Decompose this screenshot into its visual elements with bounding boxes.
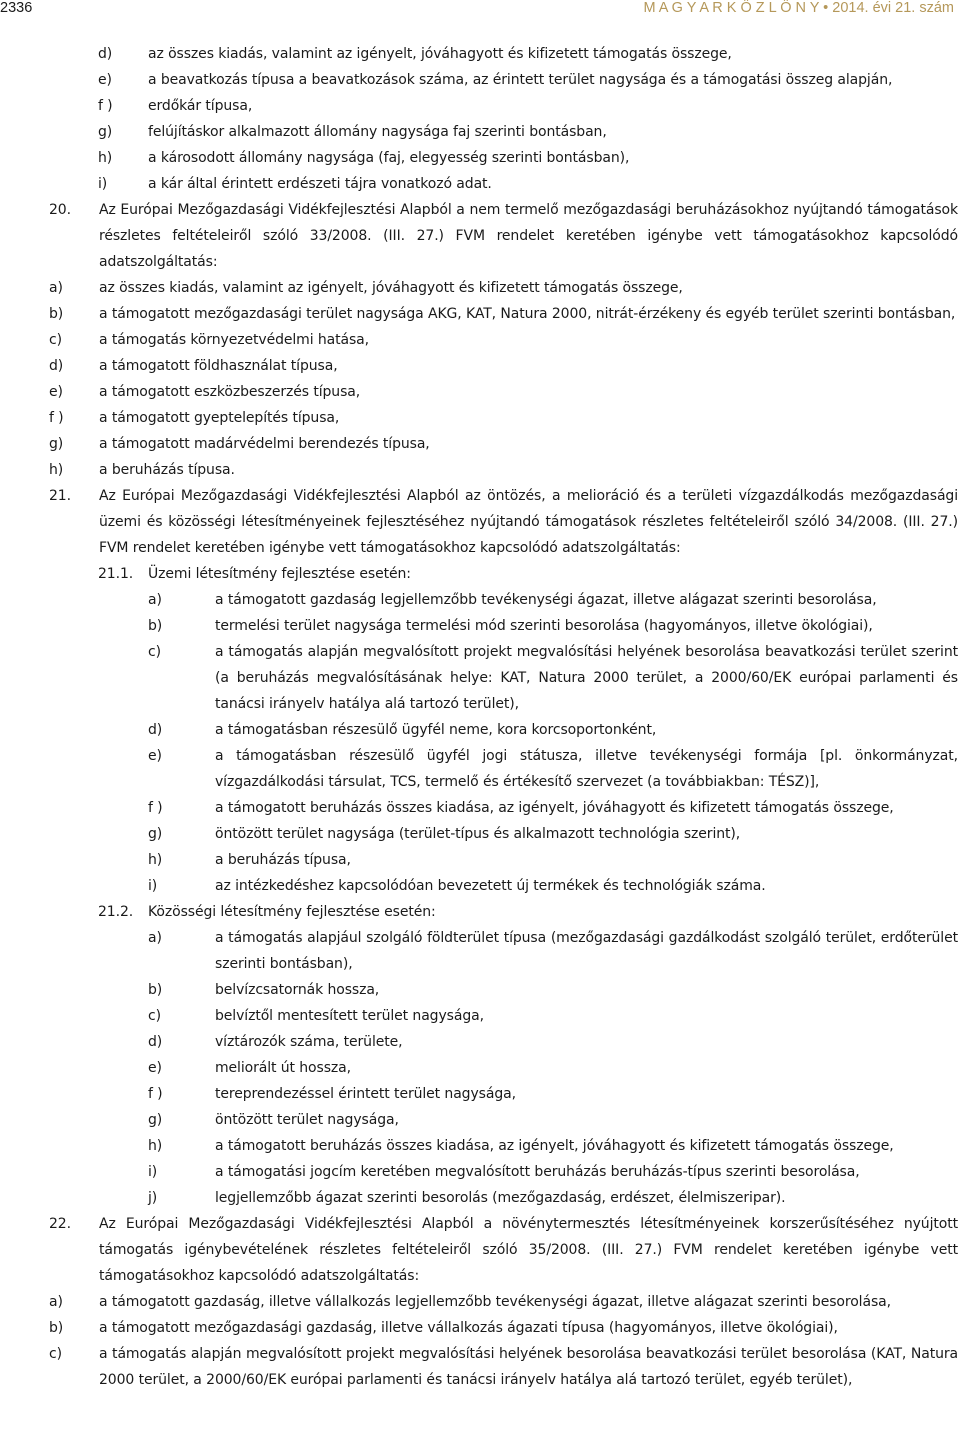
- item-text: legjellemzőbb ágazat szerinti besorolás (mezőgazdaság, erdészet, élelmiszeripar).: [215, 1190, 786, 1206]
- subsection-title: Üzemi létesítmény fejlesztése esetén:: [148, 566, 411, 582]
- section-22: [0, 1211, 960, 1393]
- item-text: a támogatott gazdaság, illetve vállalkozás legjellemzőbb tevékenységi ágazat, illetve alágazat szerinti besorolása,: [99, 1294, 891, 1310]
- item-marker: g): [148, 1112, 163, 1128]
- item-text: a támogatott beruházás összes kiadása, az igényelt, jóváhagyott és kifizetett támogatás összege,: [215, 1138, 894, 1154]
- item-marker: a): [49, 1294, 63, 1310]
- list-item: [0, 1081, 960, 1107]
- list-item: [0, 613, 960, 639]
- item-marker: c): [148, 1008, 161, 1024]
- item-marker: e): [148, 1060, 162, 1076]
- list-item: [0, 171, 960, 197]
- list-item: [0, 41, 960, 67]
- section-number: 20.: [49, 202, 71, 218]
- item-marker: h): [49, 462, 64, 478]
- list-item: [0, 145, 960, 171]
- item-text: a támogatás alapján megvalósított projekt megvalósítási helyének besorolása beavatkozási terület szerint (a beruházás megvalósításának helye: KAT, Natura 2000 terület, a 2000/60/EK európai parlamenti és tanácsi irányelv hatálya alá tartozó terület),: [215, 644, 958, 712]
- list-item: [0, 327, 960, 353]
- section-number: 22.: [49, 1216, 71, 1232]
- item-marker: h): [148, 1138, 163, 1154]
- item-marker: h): [98, 150, 113, 166]
- item-marker: c): [49, 1346, 62, 1362]
- item-marker: i): [148, 1164, 158, 1180]
- list-item: [0, 977, 960, 1003]
- list-item: [0, 873, 960, 899]
- list-item: [0, 353, 960, 379]
- item-text: felújításkor alkalmazott állomány nagysága faj szerinti bontásban,: [148, 124, 607, 140]
- list-item: [0, 1133, 960, 1159]
- list-item: [0, 925, 960, 977]
- item-text: víztározók száma, területe,: [215, 1034, 403, 1050]
- subsection-heading: [0, 899, 960, 925]
- item-marker: a): [49, 280, 63, 296]
- list-item: [0, 847, 960, 873]
- item-text: a támogatás környezetvédelmi hatása,: [99, 332, 369, 348]
- item-text: a támogatás alapján megvalósított projekt megvalósítási helyének besorolása beavatkozási terület besorolása (KAT, Natura 2000 terület, a 2000/60/EK európai parlamenti és tanácsi irányelv hatálya alá tartozó terület, egyéb terület),: [99, 1346, 958, 1388]
- item-marker: f ): [148, 800, 163, 816]
- item-marker: b): [148, 618, 163, 634]
- list-item: [0, 1003, 960, 1029]
- list-item: [0, 67, 960, 93]
- item-marker: d): [148, 1034, 163, 1050]
- section-text: Az Európai Mezőgazdasági Vidékfejlesztési Alapból az öntözés, a melioráció és a területi vízgazdálkodás mezőgazdasági üzemi és közösségi létesítményeinek fejlesztéséhez nyújtandó támogatások részletes feltételeiről szóló 34/2008. (III. 27.) FVM rendelet keretében igénybe vett támogatásokhoz kapcsolódó adatszolgáltatás:: [99, 488, 958, 556]
- item-text: a támogatott mezőgazdasági gazdaság, illetve vállalkozás ágazati típusa (hagyományos, illetve ökológiai),: [99, 1320, 838, 1336]
- list-item: [0, 1159, 960, 1185]
- list-item: [0, 1289, 960, 1315]
- list-item: [0, 275, 960, 301]
- list-item: [0, 743, 960, 795]
- list-item: [0, 405, 960, 431]
- section-paragraph: [0, 197, 960, 275]
- list-item: [0, 717, 960, 743]
- item-text: a támogatott mezőgazdasági terület nagysága AKG, KAT, Natura 2000, nitrát-érzékeny és egyéb terület szerinti bontásban,: [99, 306, 956, 322]
- item-marker: f ): [49, 410, 64, 426]
- list-item: [0, 1107, 960, 1133]
- subsection-number: 21.2.: [98, 904, 134, 920]
- item-text: a kár által érintett erdészeti tájra vonatkozó adat.: [148, 176, 492, 192]
- item-text: öntözött terület nagysága,: [215, 1112, 399, 1128]
- list-item: [0, 821, 960, 847]
- item-marker: j): [148, 1190, 158, 1206]
- list-item: [0, 1341, 960, 1393]
- item-marker: f ): [148, 1086, 163, 1102]
- item-text: termelési terület nagysága termelési mód szerinti besorolása (hagyományos, illetve ökológiai),: [215, 618, 873, 634]
- item-text: a károsodott állomány nagysága (faj, elegyesség szerinti bontásban),: [148, 150, 630, 166]
- item-marker: b): [49, 306, 64, 322]
- item-marker: a): [148, 930, 162, 946]
- item-text: belvízcsatornák hossza,: [215, 982, 380, 998]
- item-marker: b): [148, 982, 163, 998]
- item-marker: g): [49, 436, 64, 452]
- item-marker: a): [148, 592, 162, 608]
- item-marker: c): [49, 332, 62, 348]
- section-number: 21.: [49, 488, 71, 504]
- subsection-title: Közösségi létesítmény fejlesztése esetén:: [148, 904, 436, 920]
- section-text: Az Európai Mezőgazdasági Vidékfejlesztési Alapból a növénytermesztés létesítményeinek korszerűsítéséhez nyújtott támogatás igénybevételének részletes feltételeiről szóló 35/2008. (III. 27.) FVM rendelet keretében igénybe vett támogatásokhoz kapcsolódó adatszolgáltatás:: [99, 1216, 958, 1284]
- item-marker: e): [49, 384, 63, 400]
- list-item: [0, 93, 960, 119]
- item-marker: g): [98, 124, 113, 140]
- item-text: belvíztől mentesített terület nagysága,: [215, 1008, 484, 1024]
- list-item: [0, 1315, 960, 1341]
- list-item: [0, 587, 960, 613]
- item-text: meliorált út hossza,: [215, 1060, 351, 1076]
- section-paragraph: [0, 483, 960, 561]
- item-text: erdőkár típusa,: [148, 98, 253, 114]
- item-text: a támogatott eszközbeszerzés típusa,: [99, 384, 361, 400]
- item-text: a beruházás típusa.: [99, 462, 235, 478]
- item-marker: e): [98, 72, 112, 88]
- item-marker: d): [98, 46, 113, 62]
- list-item: [0, 431, 960, 457]
- list-item: [0, 639, 960, 717]
- page-number: 2336: [0, 0, 33, 16]
- list-item: [0, 301, 960, 327]
- section-paragraph: [0, 1211, 960, 1289]
- item-marker: h): [148, 852, 163, 868]
- list-item: [0, 379, 960, 405]
- item-marker: c): [148, 644, 161, 660]
- item-marker: d): [148, 722, 163, 738]
- list-item: [0, 1185, 960, 1211]
- list-item: [0, 795, 960, 821]
- item-marker: f ): [98, 98, 113, 114]
- list-item: [0, 119, 960, 145]
- item-text: az összes kiadás, valamint az igényelt, jóváhagyott és kifizetett támogatás összege,: [99, 280, 683, 296]
- item-text: az összes kiadás, valamint az igényelt, jóváhagyott és kifizetett támogatás összege,: [148, 46, 732, 62]
- item-text: a beruházás típusa,: [215, 852, 351, 868]
- list-item: [0, 1055, 960, 1081]
- section-text: Az Európai Mezőgazdasági Vidékfejlesztési Alapból a nem termelő mezőgazdasági beruházásokhoz nyújtandó támogatások részletes feltételeiről szóló 33/2008. (III. 27.) FVM rendelet keretében igénybe vett támogatásokhoz kapcsolódó adatszolgáltatás:: [99, 202, 958, 270]
- item-text: a beavatkozás típusa a beavatkozások száma, az érintett terület nagysága és a támogatási összeg alapján,: [148, 72, 893, 88]
- section-21: [0, 483, 960, 1211]
- item-marker: d): [49, 358, 64, 374]
- item-text: a támogatási jogcím keretében megvalósított beruházás beruházás-típus szerinti besorolása,: [215, 1164, 860, 1180]
- item-marker: i): [98, 176, 108, 192]
- item-text: a támogatásban részesülő ügyfél neme, kora korcsoportonként,: [215, 722, 657, 738]
- subsection-heading: [0, 561, 960, 587]
- list-item: [0, 457, 960, 483]
- item-text: az intézkedéshez kapcsolódóan bevezetett új termékek és technológiák száma.: [215, 878, 766, 894]
- item-marker: i): [148, 878, 158, 894]
- running-head: M A G Y A R K Ö Z L Ö N Y • 2014. évi 21. szám: [643, 0, 954, 16]
- item-marker: b): [49, 1320, 64, 1336]
- item-text: a támogatott gazdaság legjellemzőbb tevékenységi ágazat, illetve alágazat szerinti besorolása,: [215, 592, 877, 608]
- continued-list: [0, 41, 960, 197]
- item-text: öntözött terület nagysága (terület-típus és alkalmazott technológia szerint),: [215, 826, 741, 842]
- item-marker: g): [148, 826, 163, 842]
- item-text: a támogatás alapjául szolgáló földterület típusa (mezőgazdasági gazdálkodást szolgáló terület, erdőterület szerinti bontásban),: [215, 930, 958, 972]
- item-text: tereprendezéssel érintett terület nagysága,: [215, 1086, 516, 1102]
- list-item: [0, 1029, 960, 1055]
- item-text: a támogatásban részesülő ügyfél jogi státusza, illetve tevékenységi formája [pl. önkormányzat, vízgazdálkodási társulat, TCS, termelő és értékesítő szervezet (a továbbiakban: TÉSZ)],: [215, 748, 958, 790]
- item-text: a támogatott földhasználat típusa,: [99, 358, 338, 374]
- item-text: a támogatott beruházás összes kiadása, az igényelt, jóváhagyott és kifizetett támogatás összege,: [215, 800, 894, 816]
- document-body: [0, 41, 960, 1393]
- section-20: [0, 197, 960, 483]
- item-marker: e): [148, 748, 162, 764]
- page-header: [0, 0, 960, 22]
- item-text: a támogatott madárvédelmi berendezés típusa,: [99, 436, 430, 452]
- item-text: a támogatott gyeptelepítés típusa,: [99, 410, 340, 426]
- subsection-number: 21.1.: [98, 566, 134, 582]
